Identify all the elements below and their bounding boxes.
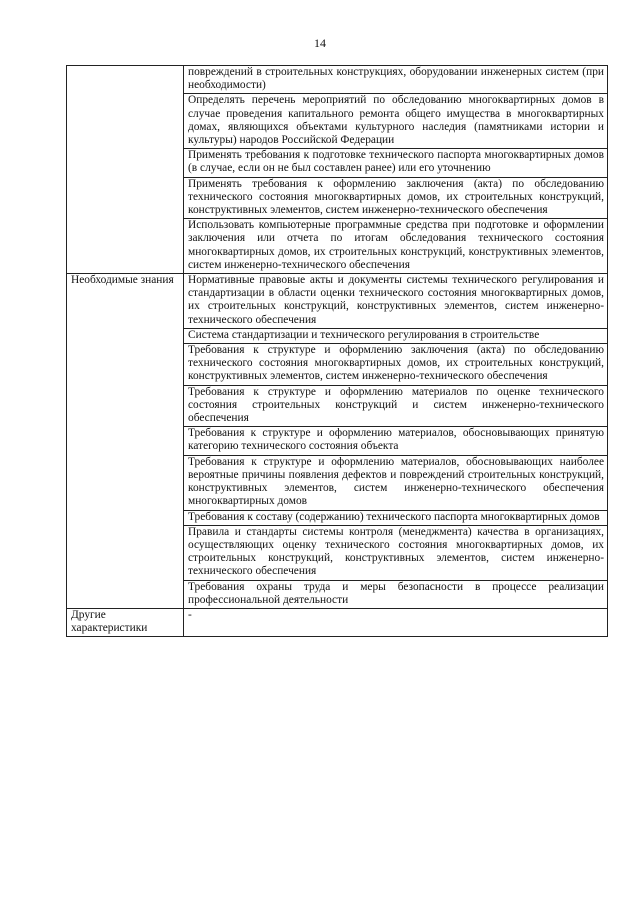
- competency-table: [66, 65, 608, 637]
- table-cell: Требования охраны труда и меры безопасности в процессе реализации профессиональной деятельности: [184, 580, 608, 608]
- row-label-other-characteristics: Другие характеристики: [67, 608, 184, 636]
- table-cell: Применять требования к подготовке технического паспорта многоквартирных домов (в случае, если он не был составлен ранее) или его уточнению: [184, 149, 608, 177]
- table-cell: Система стандартизации и технического регулирования в строительстве: [184, 328, 608, 343]
- row-label-required-knowledge: Необходимые знания: [67, 274, 184, 609]
- table-cell: Использовать компьютерные программные средства при подготовке и оформлении заключения или отчета по итогам обследования технического состояния многоквартирных домов, их строительных конструкций, конструктивных элементов, систем инженерно-технического обеспечения: [184, 219, 608, 274]
- table-row: [67, 274, 608, 329]
- table-cell: Требования к составу (содержанию) технического паспорта многоквартирных домов: [184, 510, 608, 525]
- table-row: [67, 66, 608, 94]
- table-cell: Требования к структуре и оформлению материалов, обосновывающих наиболее вероятные причины появления дефектов и повреждений строительных конструкций, конструктивных элементов, систем инженерно-технического обеспечения многоквартирных домов: [184, 455, 608, 510]
- table-cell: Нормативные правовые акты и документы системы технического регулирования и стандартизации в области оценки технического состояния многоквартирных домов, их строительных конструкций, конструктивных элементов, систем инженерно-технического обеспечения: [184, 274, 608, 329]
- table-cell: Правила и стандарты системы контроля (менеджмента) качества в организациях, осуществляющих оценку технического состояния многоквартирных домов, их строительных конструкций, конструктивных элементов, систем инженерно-технического обеспечения: [184, 525, 608, 580]
- table-cell: Требования к структуре и оформлению материалов, обосновывающих принятую категорию технического состояния объекта: [184, 427, 608, 455]
- table-cell: Требования к структуре и оформлению заключения (акта) по обследованию технического состояния многоквартирных домов, их строительных конструкций, конструктивных элементов, систем инженерно-технического обеспечения: [184, 344, 608, 386]
- table-cell: -: [184, 608, 608, 636]
- table-cell: Требования к структуре и оформлению материалов по оценке технического состояния строительных конструкций и систем инженерно-технического обеспечения: [184, 385, 608, 427]
- table-cell: повреждений в строительных конструкциях, оборудовании инженерных систем (при необходимости): [184, 66, 608, 94]
- page-number: 14: [314, 36, 326, 50]
- row-label-skills-continued: [67, 66, 184, 274]
- table-cell: Применять требования к оформлению заключения (акта) по обследованию технического состояния многоквартирных домов, их строительных конструкций, конструктивных элементов, систем инженерно-технического обеспечения: [184, 177, 608, 219]
- table-cell: Определять перечень мероприятий по обследованию многоквартирных домов в случае проведения капитального ремонта общего имущества в многоквартирных домах, являющихся объектами культурного наследия (памятниками истории и культуры) народов Российской Федерации: [184, 94, 608, 149]
- table-row: [67, 608, 608, 636]
